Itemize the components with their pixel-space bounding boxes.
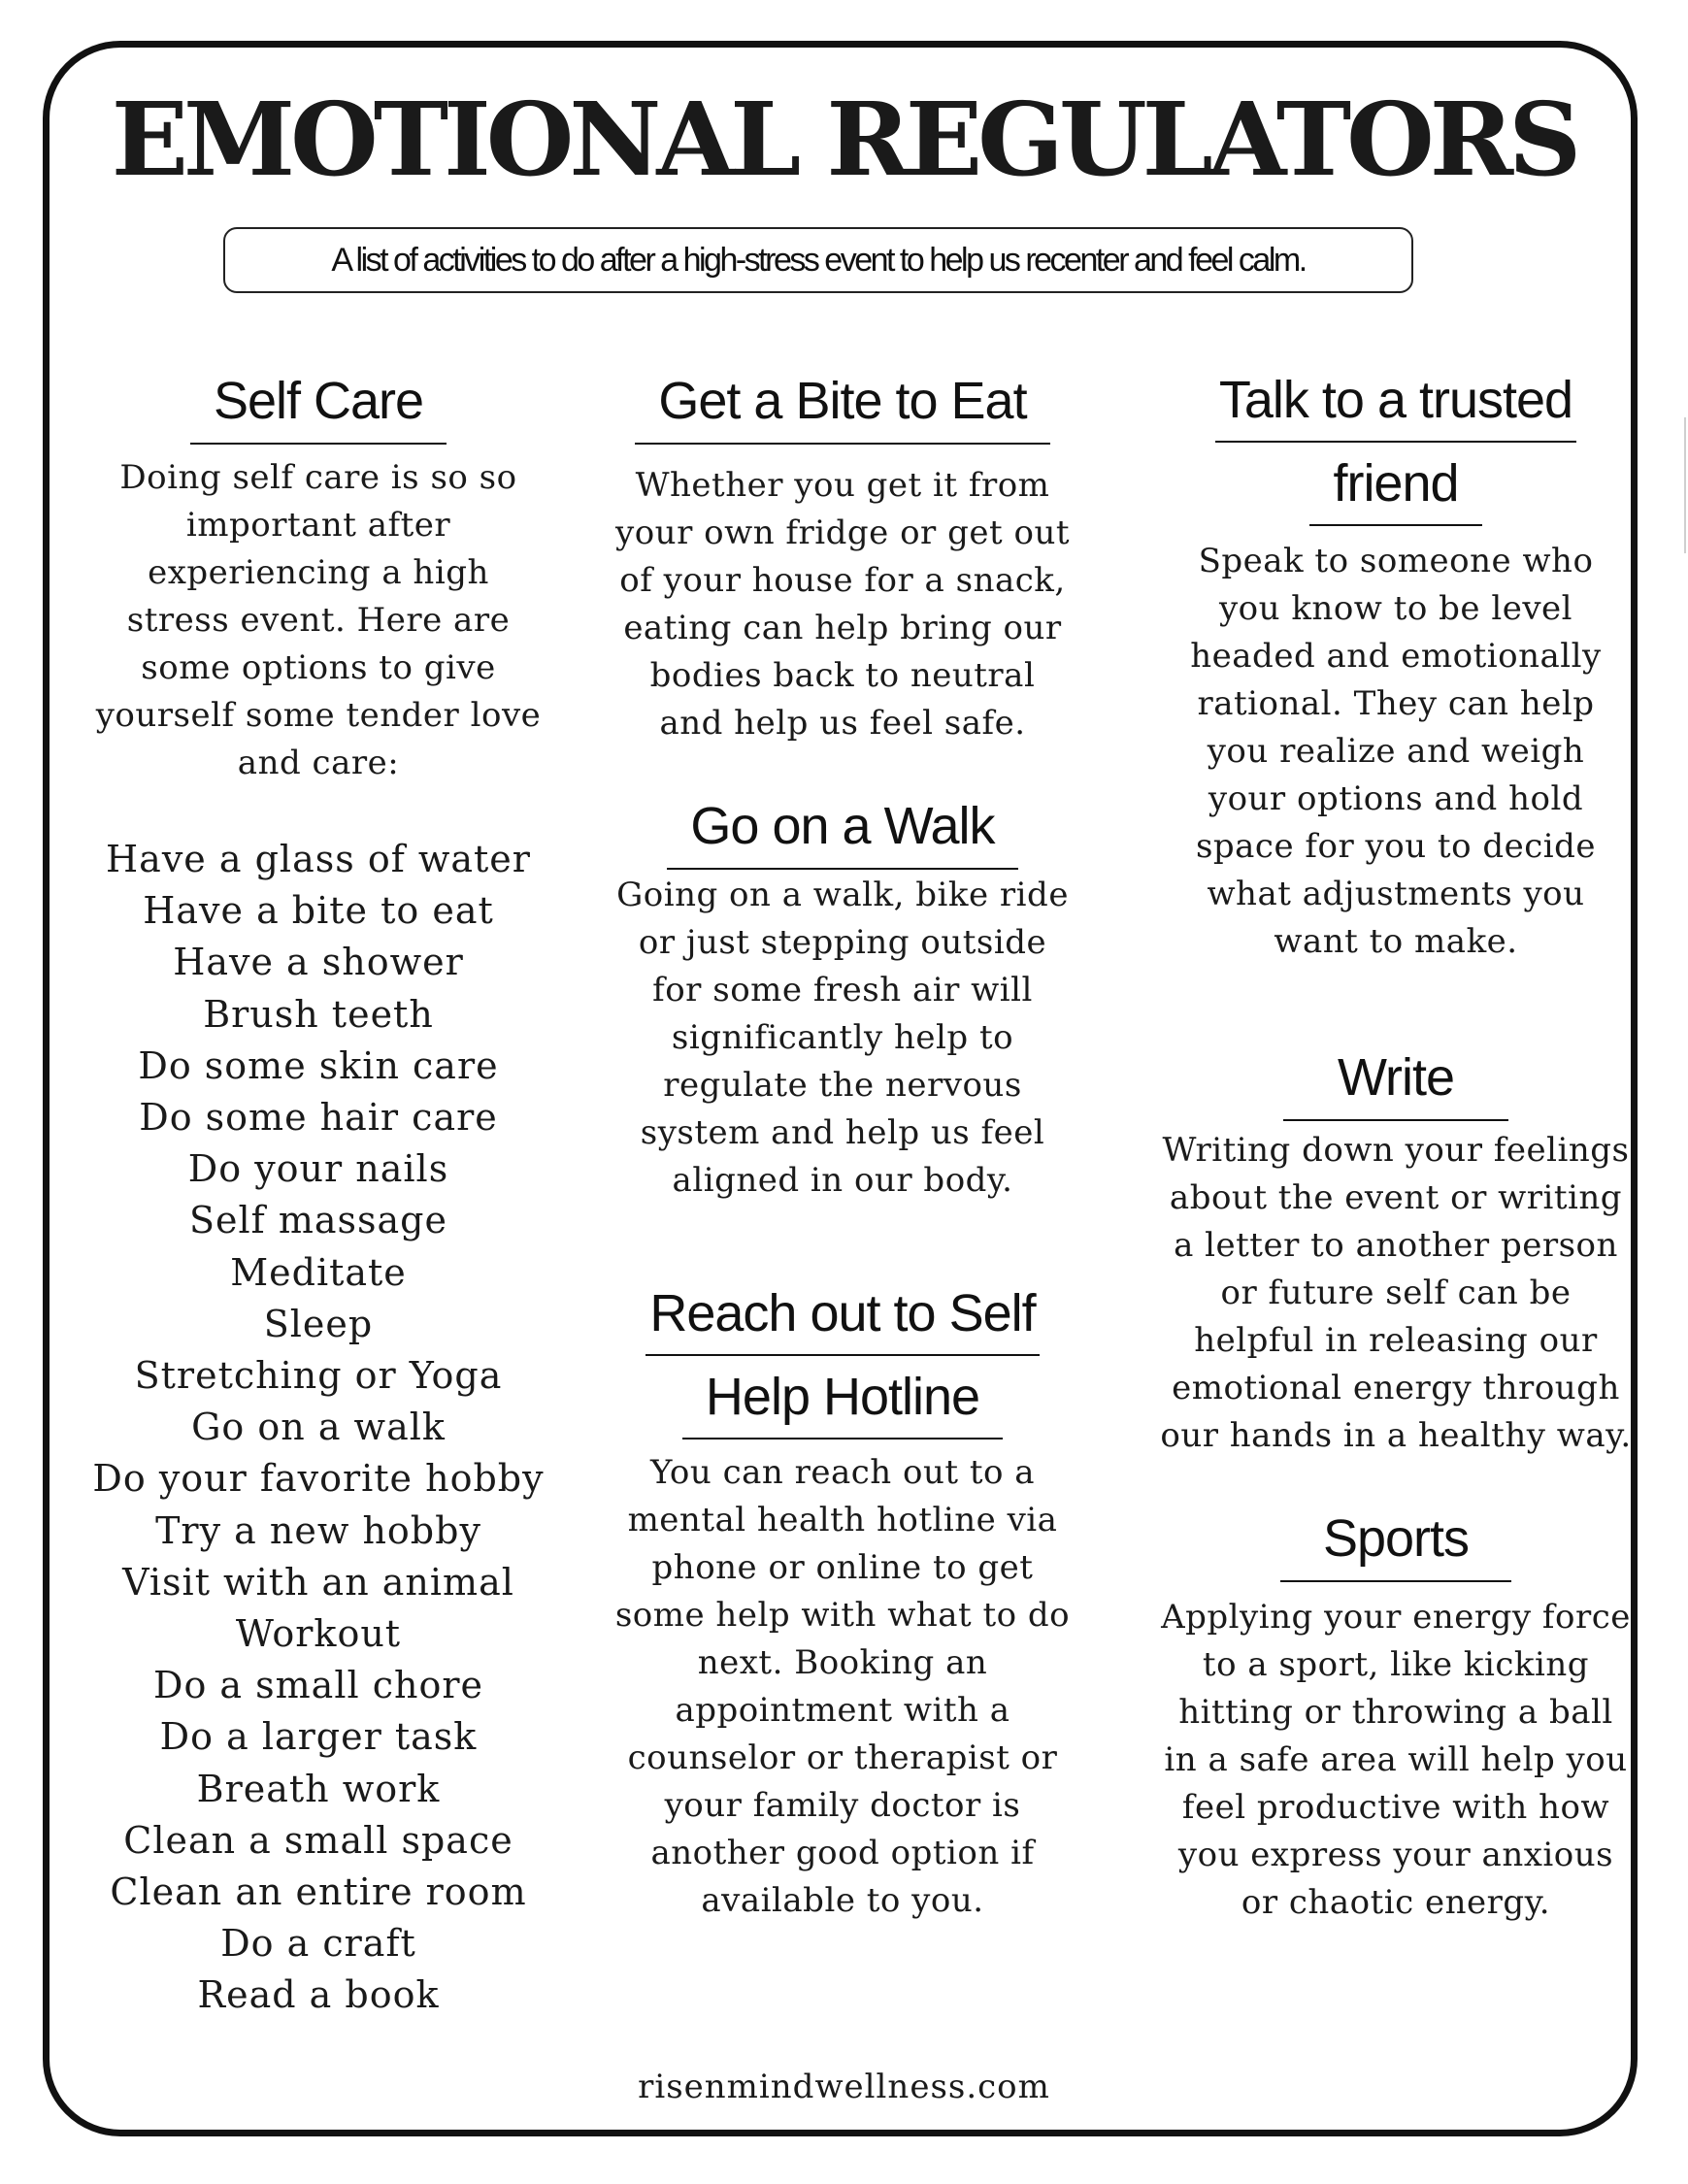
list-item: Breath work [196, 1767, 441, 1810]
list-item: Do your favorite hobby [92, 1457, 545, 1501]
trusted-friend-body: Speak to someone who you know to be level headed and emotionally rational. They can help you realize and weigh your options and hold space for you to decide what adjustments you want to make. [1190, 542, 1602, 961]
list-item: Sleep [263, 1302, 374, 1345]
sports-heading: Sports [1280, 1497, 1511, 1582]
walk-heading: Go on a Walk [667, 784, 1017, 870]
walk-body: Going on a walk, bike ride or just stepping outside for some fresh air will significantly help to regulate the nervous system and help us feel aligned in our body. [616, 876, 1069, 1200]
write-body: Writing down your feelings about the event or writing a letter to another person or future self can be helpful in releasing our emotional energy through our hands in a healthy way. [1160, 1131, 1632, 1455]
list-item: Visit with an animal [122, 1560, 514, 1604]
column-right [1143, 359, 1648, 1927]
self-care-intro: Doing self care is so so important after experiencing a high stress event. Here are some options to give yourself some tender love and care: [95, 458, 542, 782]
list-item: Do your nails [187, 1147, 449, 1191]
column-self-care [76, 359, 561, 2022]
list-item: Stretching or Yoga [134, 1354, 503, 1398]
trusted-friend-heading-line1: Talk to a trusted [1215, 359, 1576, 443]
list-item: Meditate [230, 1250, 407, 1294]
list-item: Self massage [189, 1199, 447, 1242]
hotline-heading-line2: Help Hotline [682, 1356, 1003, 1439]
trusted-friend-heading-line2: friend [1309, 443, 1481, 526]
subtitle-box: A list of activities to do after a high-stress event to help us recenter and feel calm. [223, 227, 1413, 293]
list-item: Workout [235, 1612, 402, 1656]
list-item: Do a craft [220, 1922, 416, 1966]
list-item: Do some skin care [138, 1043, 499, 1087]
list-item: Do a larger task [159, 1715, 478, 1759]
bite-to-eat-body: Whether you get it from your own fridge or get out of your house for a snack, eating can help bring our bodies back to neutral and help us feel safe. [615, 466, 1070, 743]
list-item: Have a shower [173, 941, 464, 984]
list-item: Try a new hobby [155, 1508, 481, 1552]
self-care-list [76, 834, 561, 2022]
column-middle [590, 359, 1095, 1925]
write-heading: Write [1283, 1036, 1508, 1121]
list-item: Clean a small space [123, 1818, 513, 1862]
list-item: Have a bite to eat [143, 889, 494, 933]
hotline-heading-line1: Reach out to Self [645, 1273, 1039, 1356]
self-care-heading: Self Care [190, 359, 447, 445]
list-item: Read a book [197, 1973, 440, 2017]
footer-website: risenmindwellness.com [638, 2068, 1050, 2106]
list-item: Do some hair care [139, 1096, 498, 1140]
list-item: Go on a walk [191, 1406, 446, 1449]
list-item: Do a small chore [152, 1664, 484, 1707]
list-item: Brush teeth [203, 992, 434, 1036]
edge-mark [1684, 417, 1686, 553]
sports-body: Applying your energy force to a sport, like kicking hitting or throwing a ball in a safe area will help you feel productive with how you express your anxious or chaotic energy. [1161, 1598, 1631, 1922]
page-title: EMOTIONAL REGULATORS [111, 80, 1577, 199]
bite-to-eat-heading: Get a Bite to Eat [635, 359, 1049, 445]
list-item: Clean an entire room [110, 1870, 527, 1914]
hotline-body: You can reach out to a mental health hotline via phone or online to get some help with what to do next. Booking an appointment with a counselor or therapist or your family doctor is another good option if available to you. [614, 1453, 1071, 1920]
list-item: Have a glass of water [106, 838, 531, 880]
